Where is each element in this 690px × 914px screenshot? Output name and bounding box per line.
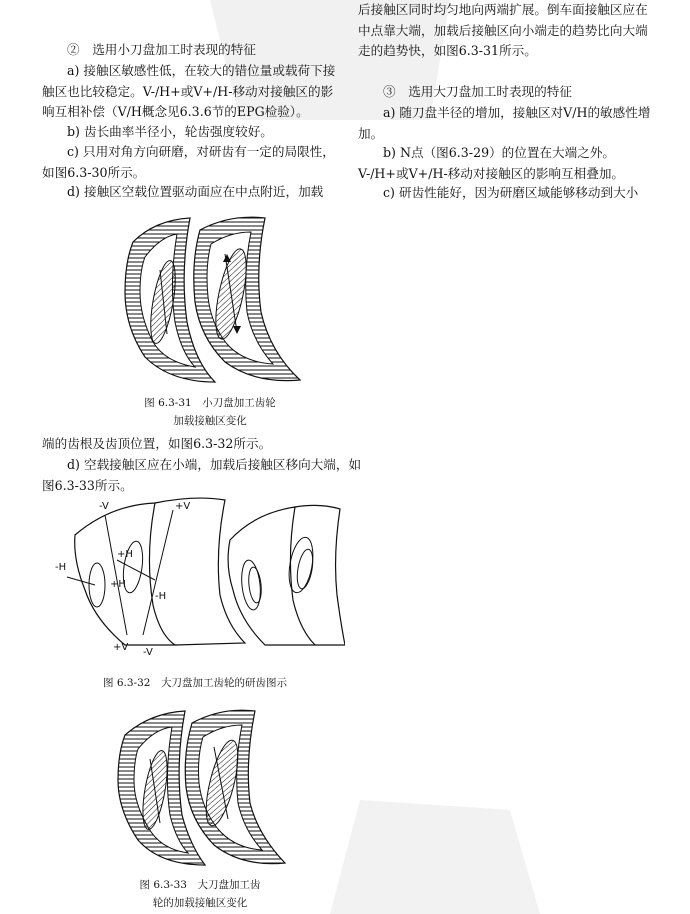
section-heading-large-cutter: ③ 选用大刀盘加工时表现的特征 [383, 84, 572, 99]
figure-6-3-32 [55, 495, 345, 670]
paragraph-a-large: a) 随刀盘半径的增加，接触区对V/H的敏感性增加。 [358, 105, 651, 141]
figure-6-3-33 [110, 705, 290, 870]
paragraph-continued: 后接触区同时均匀地向两端扩展。倒车面接触区应在中点靠大端，加载后接触区向小端走的趋势比向大端走的趋势快，如图6.3-31所示。 [358, 2, 648, 58]
section-heading-small-cutter: ② 选用小刀盘加工时表现的特征 [67, 42, 256, 57]
paragraph-d-large: d) 空载接触区应在小端，加载后接触区移向大端，如图6.3-33所示。 [42, 457, 362, 493]
label-plus-v-bottom: +V [113, 642, 129, 653]
paragraph-a-small: a) 接触区敏感性低，在较大的错位量或载荷下接触区也比较稳定。V-/H+或V+/H-移动对接触区的影响互相补偿（V/H概念见6.3.6节的EPG检验）。 [42, 63, 336, 119]
paragraph-b-small: b) 齿长曲率半径小，轮齿强度较好。 [67, 124, 273, 139]
paragraph-continued-left: 端的齿根及齿顶位置，如图6.3-32所示。 [42, 436, 272, 451]
paragraph-c-small: c) 只用对角方向研磨，对研齿有一定的局限性，如图6.3-30所示。 [42, 144, 335, 180]
label-minus-v-bottom: -V [143, 647, 153, 658]
watermark-bottom [300, 800, 540, 914]
figure-caption-6-3-31-line2: 加载接触区变化 [173, 415, 247, 427]
figure-caption-6-3-33-line1: 图 6.3-33 大刀盘加工齿 [139, 879, 261, 891]
label-plus-h-low: +H [110, 579, 126, 590]
label-minus-h-left: -H [55, 562, 67, 573]
paragraph-b-large: b) N点（图6.3-29）的位置在大端之外。V-/H+或V+/H-移动对接触区的影响互相叠加。 [358, 145, 625, 181]
label-minus-h-right: -H [155, 591, 167, 602]
label-minus-v-top: -V [99, 501, 109, 512]
figure-6-3-31 [115, 212, 305, 387]
label-plus-v-top: +V [175, 501, 191, 512]
label-plus-h-mid: +H [117, 549, 133, 560]
figure-caption-6-3-31-line1: 图 6.3-31 小刀盘加工齿轮 [144, 397, 276, 409]
figure-caption-6-3-33-line2: 轮的加载接触区变化 [152, 897, 248, 909]
paragraph-d-small: d) 接触区空载位置驱动面应在中点附近，加载 [67, 184, 324, 199]
figure-caption-6-3-32: 图 6.3-32 大刀盘加工齿轮的研齿图示 [103, 677, 287, 689]
paragraph-c-large: c) 研齿性能好，因为研磨区域能够移动到大小 [383, 185, 639, 200]
